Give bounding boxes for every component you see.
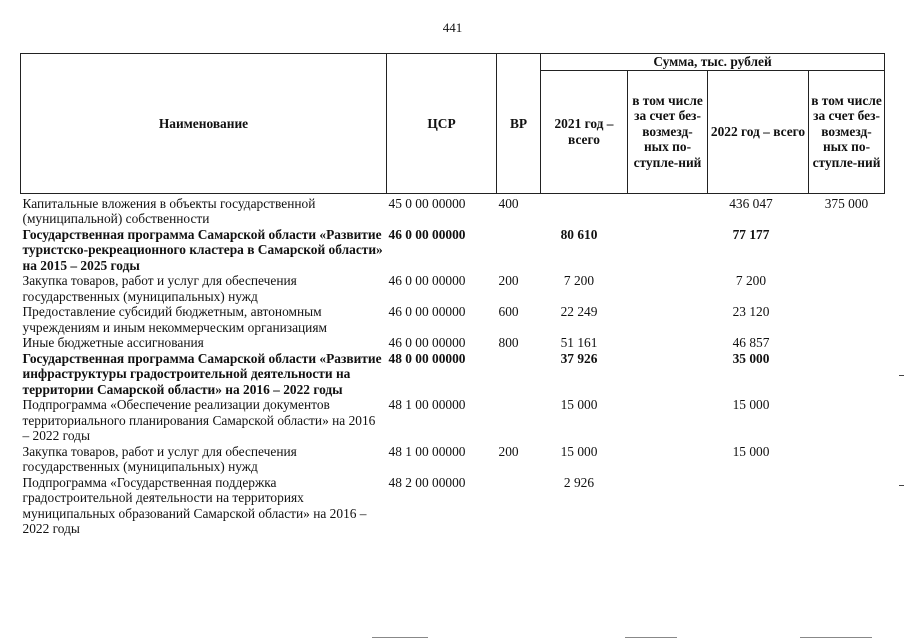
row-2021-free [628,351,708,398]
scan-bottom-line [625,637,677,638]
row-2021-free [628,475,708,537]
table-row [21,397,885,444]
row-name: Закупка товаров, работ и услуг для обеспечения государственных (муниципальных) нужд [22,443,297,474]
row-csr: 46 0 00 00000 [388,335,466,350]
header-2022-total: 2022 год – всего [708,70,809,193]
row-2021-total: 80 610 [560,226,598,242]
header-sum-group: Сумма, тыс. рублей [541,54,885,71]
row-2022-free [809,304,885,335]
row-csr: 46 0 00 00000 [388,226,466,242]
row-name: Государственная программа Самарской области «Развитие туристско-рекреационного кластера в Самарской области» на 2015 – 2025 годы [22,226,383,273]
row-2021-free [628,227,708,274]
row-2021-free [628,304,708,335]
row-2021-free [628,444,708,475]
row-2022-free [809,351,885,398]
header-csr: ЦСР [387,54,497,194]
row-vr [497,397,541,444]
row-2021-total [541,193,628,227]
row-csr: 48 0 00 00000 [388,350,466,366]
row-2021-total: 51 161 [560,335,598,350]
row-2021-total: 15 000 [560,443,598,459]
row-name: Подпрограмма «Обеспечение реализации документов территориального планирования Самарской области» на 2016 – 2022 годы [22,397,376,443]
header-name: Наименование [21,54,387,194]
row-vr [497,475,541,537]
row-2021-total: 7 200 [563,273,595,288]
row-2022-free [809,444,885,475]
budget-table [20,53,885,537]
scan-edge-mark [899,375,904,376]
row-2022-total: 35 000 [732,350,770,366]
header-2021-total: 2021 год – всего [541,70,628,193]
row-name: Капитальные вложения в объекты государственной (муниципальной) собственности [22,195,316,226]
table-row [21,273,885,304]
row-csr: 48 1 00 00000 [388,443,466,459]
row-2021-total: 2 926 [563,474,595,490]
row-name: Предоставление субсидий бюджетным, автономным учреждениям и иным некоммерческим организациям [22,304,327,335]
row-name: Закупка товаров, работ и услуг для обеспечения государственных (муниципальных) нужд [22,273,297,304]
row-2022-total: 15 000 [732,397,770,412]
row-vr: 600 [498,304,519,319]
row-2022-free: 375 000 [824,195,869,211]
row-csr: 46 0 00 00000 [388,304,466,319]
row-vr [497,227,541,274]
row-name: Иные бюджетные ассигнования [22,335,204,350]
row-2022-free [809,227,885,274]
scan-edge-mark [899,485,904,486]
table-row [21,351,885,398]
row-vr: 200 [498,273,519,288]
row-2022-free [809,475,885,537]
row-2022-total: 77 177 [732,226,770,242]
row-2021-total: 37 926 [560,350,598,366]
table-row [21,444,885,475]
row-2021-free [628,397,708,444]
header-2021-free: в том числе за счет без-возмезд-ных по-ступле-ний [628,70,708,193]
row-vr: 400 [498,195,519,211]
budget-table-body [21,193,885,537]
row-2022-free [809,273,885,304]
row-2021-free [628,273,708,304]
row-csr: 48 1 00 00000 [388,397,466,412]
row-2021-free [628,193,708,227]
row-2022-total [708,475,809,537]
row-name: Подпрограмма «Государственная поддержка градостроительной деятельности на территориях муниципальных образований Самарской области» на 2016 – 2022 годы [22,474,367,536]
row-2022-free [809,335,885,351]
row-2021-free [628,335,708,351]
header-2022-free: в том числе за счет без-возмезд-ных по-ступле-ний [809,70,885,193]
row-csr: 45 0 00 00000 [388,195,466,211]
header-vr: ВР [497,54,541,194]
scan-bottom-line [800,637,872,638]
row-csr: 48 2 00 00000 [388,474,466,490]
row-vr: 800 [498,335,519,350]
row-2022-total: 7 200 [735,273,767,288]
row-csr: 46 0 00 00000 [388,273,466,288]
page-number: 441 [442,20,463,35]
row-name: Государственная программа Самарской области «Развитие инфраструктуры градостроительной деятельности на территории Самарской области» на 2016 – 2022 годы [22,350,382,397]
table-row [21,335,885,351]
table-row [21,227,885,274]
row-2022-total: 436 047 [729,195,773,211]
row-2022-total: 23 120 [732,304,770,319]
row-vr [497,351,541,398]
row-2021-total: 22 249 [560,304,598,319]
table-row [21,193,885,227]
row-vr: 200 [498,443,519,459]
row-2021-total: 15 000 [560,397,598,412]
scan-bottom-line [372,637,428,638]
row-2022-total: 15 000 [732,443,770,459]
row-2022-total: 46 857 [732,335,770,350]
table-row [21,304,885,335]
row-2022-free [809,397,885,444]
table-row [21,475,885,537]
